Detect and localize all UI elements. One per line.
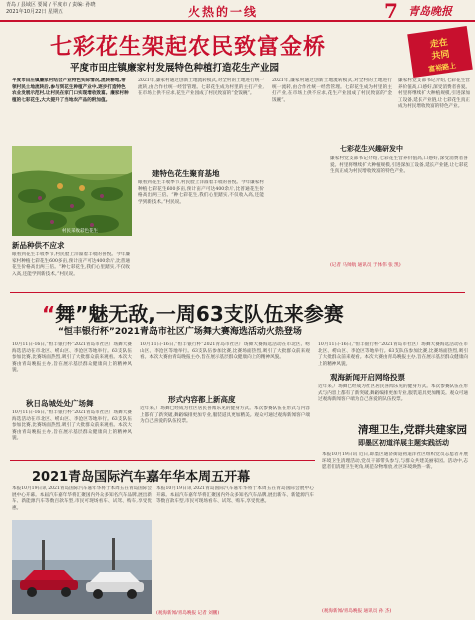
story4-headline: 清理卫生,党群共建家园 (358, 424, 467, 436)
story2-subsection-title: 形式内容都上新高度 (168, 395, 236, 404)
section-divider (10, 460, 315, 461)
story2-column: 10月11日-16日,“恒丰银行杯”2021青岛市社区广场舞大赛海选活动在市北区、崂山区、李沧区等地举行。63支队伍参加比赛,比赛场面热烈,吸引了大批群众前来观看。本次大赛由青岛晚报主办,旨在展示基层群众健康向上的精神风貌。 (140, 342, 310, 361)
story2-subsection-title: 观海新闻开启网络投票 (330, 373, 405, 382)
story3-column: 本报10月19日讯 2021青岛国际汽车嘉年华将于本周五在青岛国际会展中心开幕。本届汽车嘉年华将汇聚国内外众多知名汽车品牌,展出新车、新能源汽车等数百款车型,市民可现场看车、试驾、购车,享受优惠。 (156, 486, 314, 505)
story1-column: 2021年,廉家村通过创新土地流转模式,对全村的土地进行统一流转,由合作社统一经营管理。七彩花生成为村里的主打产业,在市场上供不应求,花生产业园成了村民致富的“金饭碗”。 (272, 78, 392, 103)
story1-column: 眼看到花生丰收季节,村民脸上洋溢着丰收的喜悦。今年廉家村种植七彩花生600多亩,预计亩产可达400余斤,比普通花生价格高出两三倍。“种七彩花生,我们心里踏实,不仅收入高,还能学到新技术。”村民说。 (12, 252, 130, 277)
campaign-badge (407, 26, 473, 78)
story2-column: 10月11日-16日,“恒丰银行杯”2021青岛市社区广场舞大赛海选活动在市北区、崂山区、李沧区等地举行。63支队伍参加比赛,比赛场面热烈,吸引了大批群众前来观看。本次大赛由青岛晚报主办,旨在展示基层群众健康向上的精神风貌。 (318, 342, 468, 367)
story3-photo (12, 520, 152, 614)
story1-subhead: 平度市田庄镇廉家村发展特色种植打造花生产业园 (70, 63, 280, 74)
story1-column: 2021年,廉家村通过创新土地流转模式,对全村的土地进行统一流转,由合作社统一经营管理。七彩花生成为村里的主打产业,在市场上供不应求,花生产业园成了村民致富的“金饭碗”。 (138, 78, 264, 97)
story1-lead: 平度市田庄镇廉家村结合产业特色实际情况,流转耕地,带领村民土地流转后,参与到花生种植产业中,逐步打造特色农业发展示范村,让村民在家门口实现增收致富。廉家村种植的七彩花生,大大提升了当地农产品的附加值。 (12, 78, 129, 103)
quote-mark: “ (42, 302, 56, 326)
section-title: 火热的一线 (188, 5, 259, 19)
story1-column: 眼看到花生丰收季节,村民脸上洋溢着丰收的喜悦。今年廉家村种植七彩花生600多亩,预计亩产可达400余斤,比普通花生价格高出两三倍。“种七彩花生,我们心里踏实,不仅收入高,还能学到新技术。”村民说。 (138, 180, 264, 205)
story2-subhead: “恒丰银行杯”2021青岛市社区广场舞大赛海选活动火热登场 (58, 327, 302, 337)
story2-column: 10月11日-16日,“恒丰银行杯”2021青岛市社区广场舞大赛海选活动在市北区、崂山区、李沧区等地举行。63支队伍参加比赛,比赛场面热烈,吸引了大批群众前来观看。本次大赛由青岛晚报主办,旨在展示基层群众健康向上的精神风貌。 (12, 410, 132, 442)
story2-subsection-title: 秋日岛城处处广场舞 (26, 399, 94, 408)
story1-subsection-title: 建特色花生聚育基地 (152, 169, 220, 178)
story3-column: 本报10月19日讯 2021青岛国际汽车嘉年华将于本周五在青岛国际会展中心开幕。本届汽车嘉年华将汇聚国内外众多知名汽车品牌,展出新车、新能源汽车等数百款车型,市民可现场看车、试驾、购车,享受优惠。 (12, 486, 152, 511)
story4-subhead: 即墨区初道洋展主题实践活动 (358, 439, 449, 447)
story3-byline: (观海新闻/青岛晚报 记者 刘鹏) (156, 611, 220, 616)
story2-column: 近年来,广场舞已经成为社区居民喜闻乐见的健身方式。本次参赛队伍在形式与内容上都有了新突破,舞蹈编排更加专业,服装道具更加精美。观众可通过观海新闻客户端为自己喜爱的队伍投票。 (140, 406, 310, 425)
story4-column: 本报10月19日讯 近日,即墨区通济街道初道洋社区组织党员志愿者开展环境卫生清理活动,党员干部带头参与,与群众共建美丽家园。活动中,志愿者们清理卫生死角,规范杂物堆放,社区环境焕然一新。 (322, 452, 468, 471)
section-divider (10, 292, 465, 293)
story2-headline (42, 298, 344, 327)
badge-line: 走在 (429, 37, 449, 51)
page-number: 7 (384, 0, 398, 23)
page-header (0, 0, 475, 22)
story1-byline: (记者 马帅航 通讯员 于体伟 张 凯) (330, 263, 401, 268)
newspaper-logo: 青岛晚报 (408, 5, 452, 18)
story3-headline: 2021青岛国际汽车嘉年华本周五开幕 (32, 470, 251, 485)
story2-column: 10月11日-16日,“恒丰银行杯”2021青岛市社区广场舞大赛海选活动在市北区、崂山区、李沧区等地举行。63支队伍参加比赛,比赛场面热烈,吸引了大批群众前来观看。本次大赛由青岛晚报主办,旨在展示基层群众健康向上的精神风貌。 (12, 342, 132, 374)
story1-column: 廉家村党支部书记介绍,七彩花生营养价值高,口感好,深受消费者喜爱。村里将继续扩大种植规模,引进深加工设备,延长产业链,让七彩花生真正成为村民增收致富的特色产业。 (330, 156, 468, 175)
story2-headline-text: 舞”魅无敌,一周63支队伍来参赛 (55, 302, 344, 326)
photo-caption: 村民采收彩色花生 (62, 229, 98, 234)
story1-photo (12, 146, 132, 236)
auto-show-photo (12, 520, 152, 614)
story1-column: 廉家村党支部书记介绍,七彩花生营养价值高,口感好,深受消费者喜爱。村里将继续扩大种植规模,引进深加工设备,延长产业链,让七彩花生真正成为村民增收致富的特色产业。 (398, 78, 470, 110)
story1-headline: 七彩花生架起农民致富金桥 (50, 35, 327, 60)
badge-line: 富裕路上 (427, 61, 457, 74)
edition-meta: 青岛 / 县域区 要闻 / 平度市 / 责编: 孙晓 2021年10月22日 星期五 (6, 2, 96, 15)
peanut-field-photo (12, 146, 132, 236)
story1-subsection-title: 七彩花生兴趣研发中 (340, 145, 403, 153)
story4-byline: (观海新闻/青岛晚报 通讯员 孙 杰) (322, 609, 392, 614)
story1-subsection-title: 新品种供不应求 (12, 241, 65, 250)
story2-column: 近年来,广场舞已经成为社区居民喜闻乐见的健身方式。本次参赛队伍在形式与内容上都有了新突破,舞蹈编排更加专业,服装道具更加精美。观众可通过观海新闻客户端为自己喜爱的队伍投票。 (318, 384, 468, 403)
badge-line: 共同 (430, 49, 451, 63)
